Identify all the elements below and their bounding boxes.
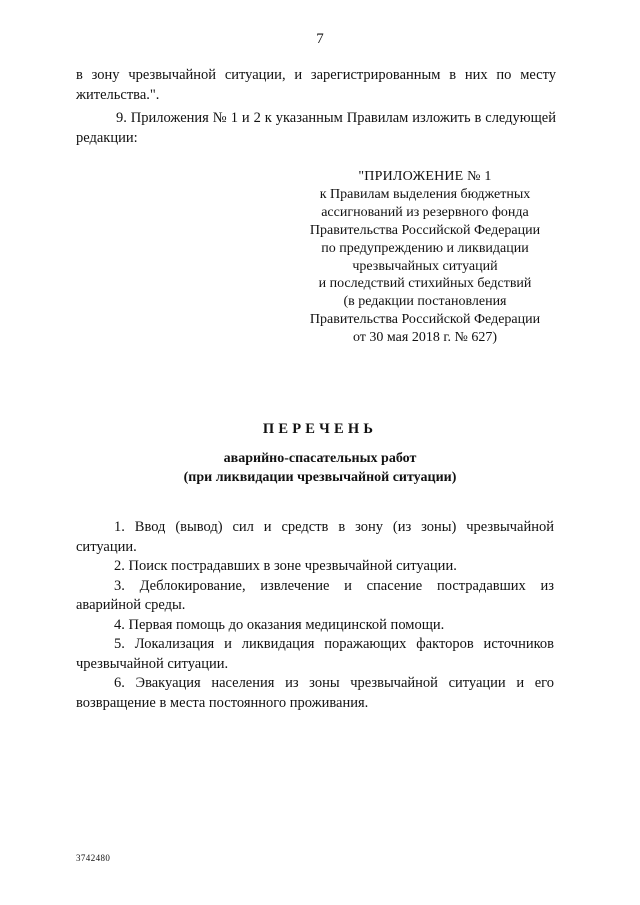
appendix-line: к Правилам выделения бюджетных: [319, 186, 531, 202]
appendix-line: по предупреждению и ликвидации: [321, 240, 529, 256]
appendix-line: Правительства Российской Федерации: [309, 312, 541, 328]
document-title: ПЕРЕЧЕНЬ: [262, 421, 378, 437]
appendix-line: и последствий стихийных бедствий: [318, 276, 532, 292]
appendix-heading: "ПРИЛОЖЕНИЕ № 1: [358, 169, 492, 184]
appendix-line: (в редакции постановления: [343, 294, 507, 310]
paragraph-item-9: 9. Приложения № 1 и 2 к указанным Правилам изложить в следующей редакции:: [76, 110, 556, 146]
works-list: [76, 518, 554, 713]
appendix-line: Правительства Российской Федерации: [309, 222, 541, 238]
page-number: 7: [316, 31, 324, 47]
list-item: 3. Деблокирование, извлечение и спасение пострадавших из аварийной среды.: [76, 577, 554, 613]
subtitle-line-2: (при ликвидации чрезвычайной ситуации): [183, 470, 457, 485]
list-item: 5. Локализация и ликвидация поражающих факторов источников чрезвычайной ситуации.: [76, 636, 554, 672]
list-item: 4. Первая помощь до оказания медицинской помощи.: [114, 616, 445, 633]
list-item: 2. Поиск пострадавших в зоне чрезвычайной ситуации.: [114, 558, 457, 574]
paragraph-continuation: в зону чрезвычайной ситуации, и зарегистрированным в них по месту жительства.".: [76, 67, 556, 103]
appendix-line: от 30 мая 2018 г. № 627): [352, 330, 498, 346]
list-item: 1. Ввод (вывод) сил и средств в зону (из зоны) чрезвычайной ситуации.: [76, 519, 554, 555]
list-item: 6. Эвакуация населения из зоны чрезвычайной ситуации и его возвращение в места постоянного проживания.: [76, 675, 554, 711]
appendix-line: ассигнований из резервного фонда: [321, 204, 529, 220]
appendix-header-block: [296, 168, 554, 347]
subtitle-line-1: аварийно-спасательных работ: [223, 451, 417, 466]
appendix-line: чрезвычайных ситуаций: [352, 258, 498, 274]
footer-code: 3742480: [76, 853, 111, 863]
document-subtitle: [0, 449, 640, 487]
